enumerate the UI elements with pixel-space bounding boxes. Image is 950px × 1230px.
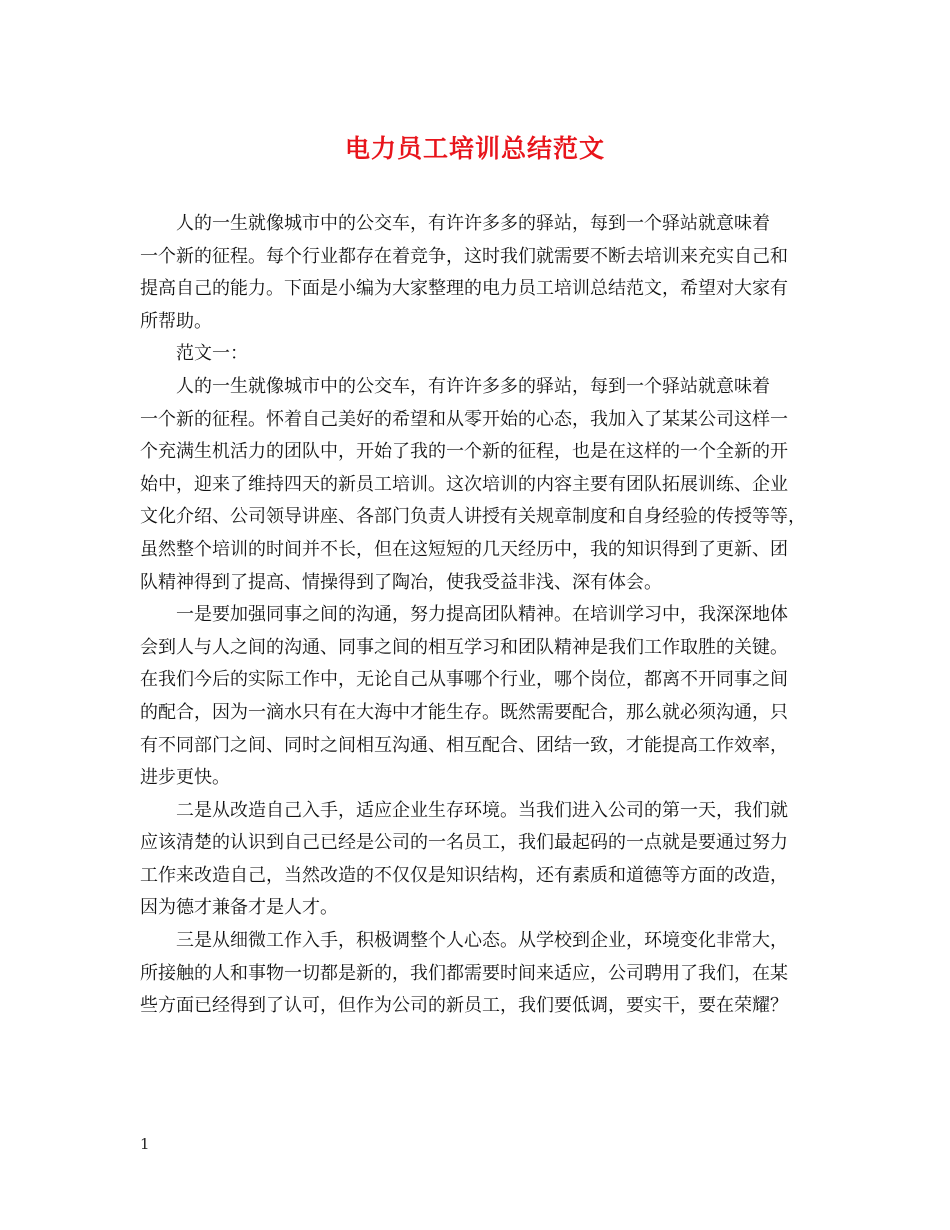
body-line: 所帮助。 [140,310,212,332]
body-line: 三是从细微工作入手，积极调整个人心态。从学校到企业，环境变化非常大， [176,930,788,952]
body-line: 所接触的人和事物一切都是新的，我们都需要时间来适应，公司聘用了我们，在某 [140,962,788,984]
body-line: 的配合，因为一滴水只有在大海中才能生存。既然需要配合，那么就必须沟通，只 [140,701,788,723]
body-line: 应该清楚的认识到自己已经是公司的一名员工，我们最起码的一点就是要通过努力 [140,832,788,854]
body-line: 一个新的征程。怀着自己美好的希望和从零开始的心态，我加入了某某公司这样一 [140,408,788,430]
body-line: 二是从改造自己入手，适应企业生存环境。当我们进入公司的第一天，我们就 [176,799,788,821]
body-line: 队精神得到了提高、情操得到了陶冶，使我受益非浅、深有体会。 [140,571,662,593]
page-number: 1 [140,1135,150,1153]
body-line: 一个新的征程。每个行业都存在着竞争，这时我们就需要不断去培训来充实自己和 [140,245,788,267]
body-line: 虽然整个培训的时间并不长，但在这短短的几天经历中，我的知识得到了更新、团 [140,538,788,560]
body-line: 提高自己的能力。下面是小编为大家整理的电力员工培训总结范文，希望对大家有 [140,278,788,300]
body-line: 有不同部门之间、同时之间相互沟通、相互配合、团结一致，才能提高工作效率， [140,734,788,756]
body-line: 些方面已经得到了认可，但作为公司的新员工，我们要低调，要实干，要在荣耀？ [140,995,788,1017]
document-title: 电力员工培训总结范文 [344,134,605,163]
body-line: 人的一生就像城市中的公交车，有许许多多的驿站，每到一个驿站就意味着 [176,375,770,397]
body-line: 进步更快。 [140,767,230,789]
body-line: 范文一： [176,343,248,365]
document-body [140,208,818,1023]
body-line: 工作来改造自己，当然改造的不仅仅是知识结构，还有素质和道德等方面的改造， [140,864,788,886]
body-line: 在我们今后的实际工作中，无论自己从事哪个行业，哪个岗位，都离不开同事之间 [140,669,788,691]
body-line: 始中，迎来了维持四天的新员工培训。这次培训的内容主要有团队拓展训练、企业 [140,473,788,495]
body-line: 个充满生机活力的团队中，开始了我的一个新的征程，也是在这样的一个全新的开 [140,441,788,463]
body-line: 一是要加强同事之间的沟通，努力提高团队精神。在培训学习中，我深深地体 [176,604,788,626]
body-line: 人的一生就像城市中的公交车，有许许多多的驿站，每到一个驿站就意味着 [176,213,770,234]
body-line: 会到人与人之间的沟通、同事之间的相互学习和团队精神是我们工作取胜的关键。 [140,636,788,658]
body-line: 文化介绍、公司领导讲座、各部门负责人讲授有关规章制度和自身经验的传授等等， [140,506,806,528]
body-line: 因为德才兼备才是人才。 [140,897,338,919]
